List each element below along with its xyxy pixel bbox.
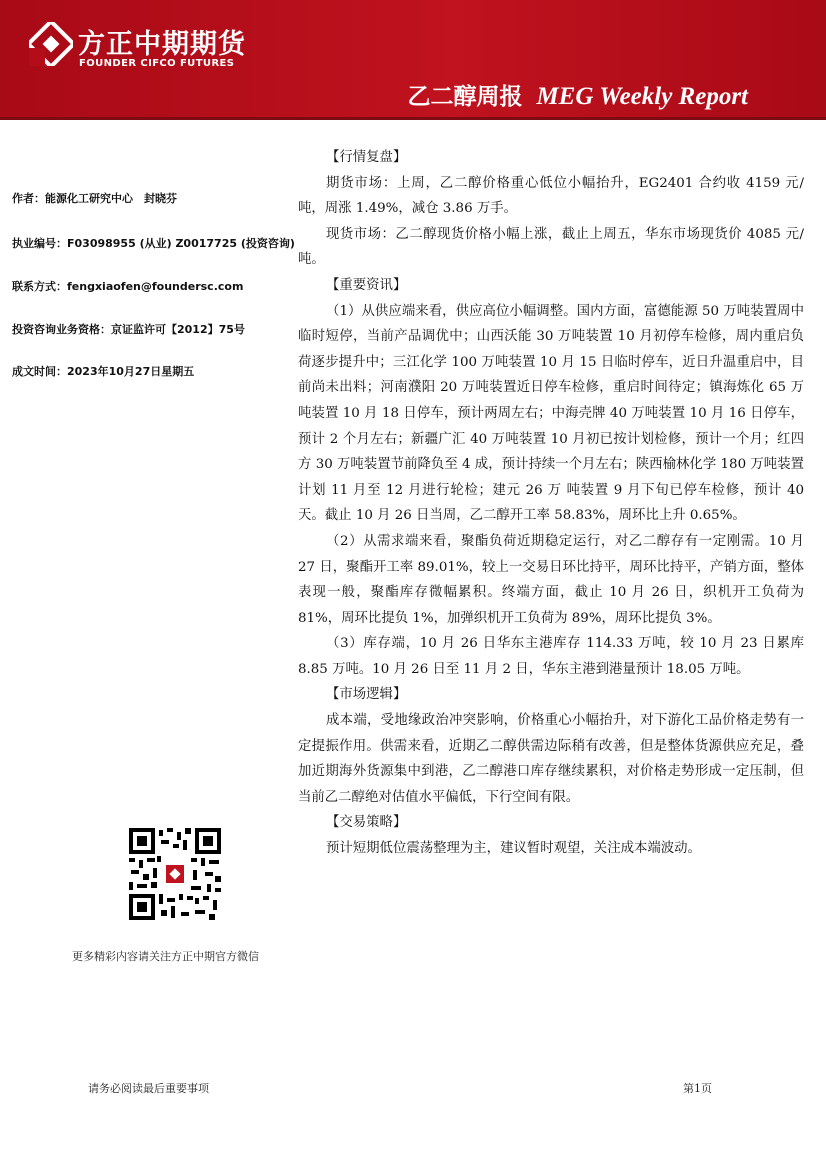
report-title xyxy=(407,78,748,111)
report-title-en: MEG Weekly Report xyxy=(536,83,748,110)
footer-disclaimer: 请务必阅读最后重要事项 xyxy=(88,1082,209,1095)
company-logo-icon xyxy=(29,22,73,66)
company-name-cn: 方正中期期货 xyxy=(78,29,246,60)
logic-paragraph: 成本端，受地缘政治冲突影响，价格重心小幅抬升，对下游化工品价格走势有一定提振作用。供需来看，近期乙二醇供需边际稍有改善，但是整体货源供应充足，叠加近期海外货源集中到港，乙二醇港口库存继续累积，对价格走势形成一定压制，但当前乙二醇绝对估值水平偏低，下行空间有限。 xyxy=(298,713,804,805)
supply-paragraph: （1）从供应端来看，供应高位小幅调整。国内方面，富德能源 50 万吨装置周中临时短停，当前产品调优中；山西沃能 30 万吨装置 10 月初停车检修，周内重启负荷逐步提升中；三江化学 100 万吨装置 10 月 15 日临时停车，近日升温重启中，目前尚未出料；河南濮阳 20 万吨装置近日停车检修，重启时间待定；镇海炼化 65 万吨装置 10 月 18 日停车，预计两周左右；中海壳牌 40 万吨装置 10 月 16 日停车，预计 2 个月左右；新疆广汇 40 万吨装置 10 月初已按计划检修，预计一个月；红四方 30 万吨装置节前降负至 4 成，预计持续一个月左右；陕西榆林化学 180 万吨装置计划 11 月至 12 月进行轮检；建元 26 万 吨装置 9 月下旬已停车检修，预计 40 天。截止 10 月 26 日当周，乙二醇开工率 58.83%，周环比上升 0.65%。 xyxy=(298,303,804,524)
page-number: 第1页 xyxy=(683,1082,712,1095)
section-heading-news: 【重要资讯】 xyxy=(326,277,407,293)
wechat-qr-code-icon xyxy=(129,828,221,920)
date-line: 成文时间：2023年10月27日星期五 xyxy=(12,365,195,378)
company-name-en: FOUNDER CIFCO FUTURES xyxy=(79,58,235,69)
inventory-paragraph: （3）库存端，10 月 26 日华东主港库存 114.33 万吨，较 10 月 23 日累库 8.85 万吨。10 月 26 日至 11 月 2 日，华东主港到港量预计 18.05 万吨。 xyxy=(298,636,804,677)
demand-paragraph: （2）从需求端来看，聚酯负荷近期稳定运行，对乙二醇存有一定刚需。10 月 27 日，聚酯开工率 89.01%，较上一交易日环比持平，周环比持平，产销方面，整体表现一般，聚酯库存微幅累积。终端方面，截止 10 月 26 日，织机开工负荷为 81%，周环比提负 1%，加弹织机开工负荷为 89%，周环比提负 3%。 xyxy=(298,533,804,626)
section-heading-strategy: 【交易策略】 xyxy=(326,815,407,831)
section-heading-logic: 【市场逻辑】 xyxy=(326,687,407,703)
qualification-line: 投资咨询业务资格：京证监许可【2012】75号 xyxy=(12,323,245,336)
section-heading-market-review: 【行情复盘】 xyxy=(326,150,407,165)
report-title-cn: 乙二醇周报 xyxy=(407,84,523,110)
report-body xyxy=(298,145,804,862)
futures-market-paragraph: 期货市场：上周，乙二醇价格重心低位小幅抬升，EG2401 合约收 4159 元/吨，周涨 1.49%，减仓 3.86 万手。 xyxy=(298,175,804,217)
license-line: 执业编号：F03098955 (从业) Z0017725 (投资咨询) xyxy=(12,237,295,250)
contact-line: 联系方式：fengxiaofen@foundersc.com xyxy=(12,280,244,293)
author-line: 作者：能源化工研究中心 封晓芬 xyxy=(12,192,177,205)
report-header xyxy=(0,0,826,117)
qr-caption: 更多精彩内容请关注方正中期官方微信 xyxy=(72,950,259,963)
strategy-paragraph: 预计短期低位震荡整理为主，建议暂时观望，关注成本端波动。 xyxy=(326,841,701,857)
spot-market-paragraph: 现货市场：乙二醇现货价格小幅上涨，截止上周五，华东市场现货价 4085 元/吨。 xyxy=(298,226,804,268)
